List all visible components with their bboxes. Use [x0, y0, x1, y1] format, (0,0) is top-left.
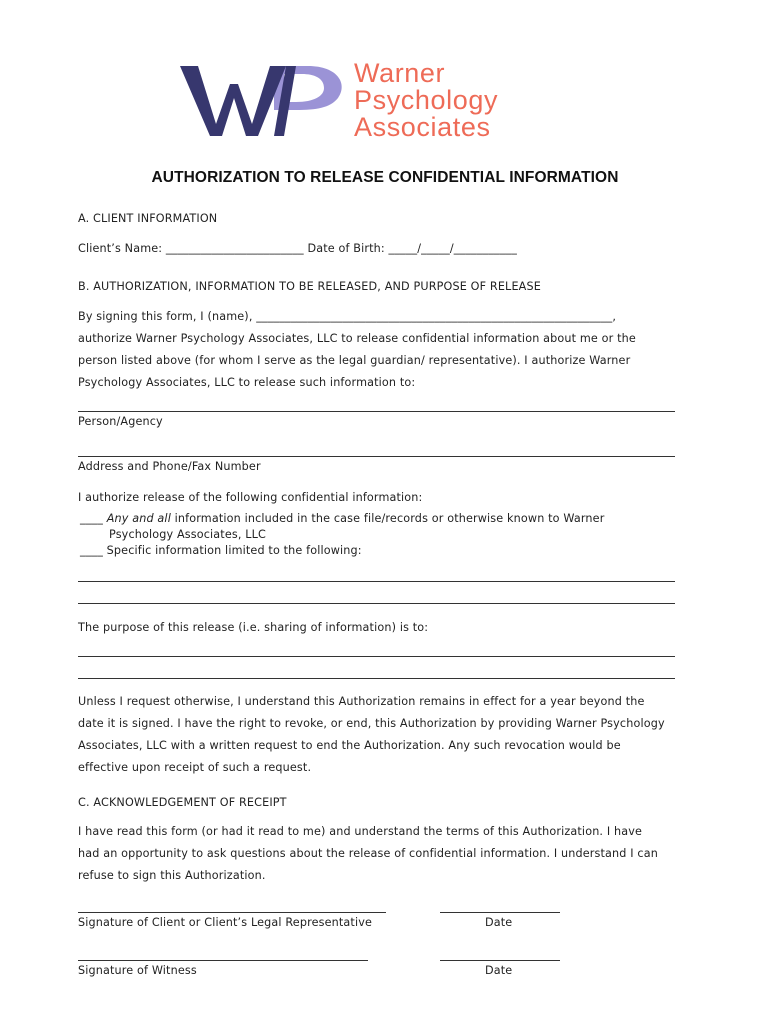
validity-line-3: Associates, LLC with a written request to end the Authorization. Any such revocation would be — [78, 739, 621, 752]
logo-line-1: Warner — [354, 58, 446, 88]
option1-blank[interactable]: ____ — [80, 512, 103, 525]
option1-continuation: Psychology Associates, LLC — [109, 528, 266, 541]
company-logo — [178, 58, 578, 142]
purpose-line-1[interactable] — [78, 656, 675, 657]
option1-italic: Any and all — [106, 512, 171, 525]
client-signature-label: Signature of Client or Client’s Legal Representative — [78, 916, 373, 929]
person-agency-line[interactable] — [78, 411, 675, 412]
authorize-release-intro: I authorize release of the following confidential information: — [78, 491, 423, 504]
logo-line-3: Associates — [354, 112, 491, 142]
authorization-line-2: authorize Warner Psychology Associates, LLC to release confidential information about me or the — [78, 332, 636, 345]
specific-info-line-1[interactable] — [78, 581, 675, 582]
client-name-dob-field[interactable]: Client’s Name: ________________________ Date of Birth: _____/_____/___________ — [78, 242, 517, 255]
option1-rest: information included in the case file/records or otherwise known to Warner — [170, 512, 605, 525]
section-c-heading: C. ACKNOWLEDGEMENT OF RECEIPT — [78, 796, 287, 809]
section-b-heading: B. AUTHORIZATION, INFORMATION TO BE RELEASED, AND PURPOSE OF RELEASE — [78, 280, 541, 293]
authorization-line-1[interactable]: By signing this form, I (name), ______________________________________________________________, — [78, 310, 617, 323]
address-line[interactable] — [78, 456, 675, 457]
logo-mark — [178, 62, 348, 142]
address-label: Address and Phone/Fax Number — [78, 460, 261, 473]
purpose-line-2[interactable] — [78, 678, 675, 679]
option-specific-information[interactable]: ____ Specific information limited to the following: — [80, 544, 362, 557]
validity-line-1: Unless I request otherwise, I understand this Authorization remains in effect for a year beyond the — [78, 695, 645, 708]
option-any-and-all[interactable] — [80, 512, 604, 525]
witness-date-line[interactable] — [440, 960, 560, 961]
document-title: AUTHORIZATION TO RELEASE CONFIDENTIAL INFORMATION — [151, 169, 619, 186]
purpose-label: The purpose of this release (i.e. sharing of information) is to: — [78, 621, 429, 634]
authorization-line-4: Psychology Associates, LLC to release such information to: — [78, 376, 416, 389]
witness-date-label: Date — [485, 964, 513, 977]
person-agency-label: Person/Agency — [78, 415, 163, 428]
logo-line-2: Psychology — [354, 85, 499, 115]
client-date-label: Date — [485, 916, 513, 929]
client-signature-line[interactable] — [78, 912, 386, 913]
validity-line-2: date it is signed. I have the right to revoke, or end, this Authorization by providing Warner Psychology — [78, 717, 665, 730]
witness-signature-label: Signature of Witness — [78, 964, 197, 977]
specific-info-line-2[interactable] — [78, 603, 675, 604]
acknowledgement-line-2: had an opportunity to ask questions about the release of confidential information. I understand I can — [78, 847, 658, 860]
section-a-heading: A. CLIENT INFORMATION — [78, 212, 218, 225]
authorization-line-3: person listed above (for whom I serve as the legal guardian/ representative). I authorize Warner — [78, 354, 631, 367]
witness-signature-line[interactable] — [78, 960, 368, 961]
acknowledgement-line-3: refuse to sign this Authorization. — [78, 869, 266, 882]
validity-line-4: effective upon receipt of such a request. — [78, 761, 312, 774]
acknowledgement-line-1: I have read this form (or had it read to me) and understand the terms of this Authorization. I have — [78, 825, 643, 838]
client-date-line[interactable] — [440, 912, 560, 913]
